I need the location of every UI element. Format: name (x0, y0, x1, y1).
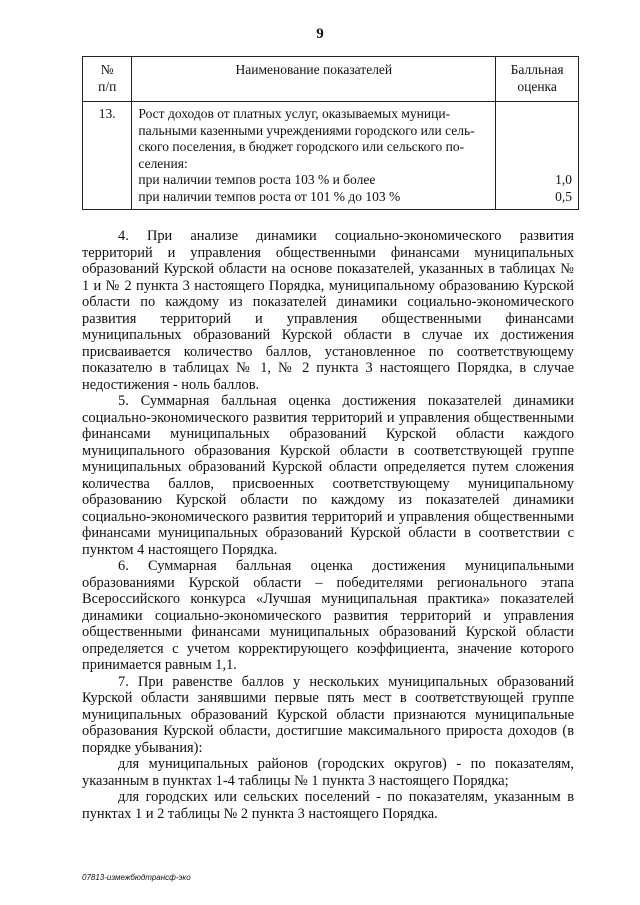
paragraph-4: 4. При анализе динамики социально-экономического развития территорий и управления общественными финансами муниципальных образований Курской области на основе показателей, указанных в таблицах № 1 и № 2 пункта 3 настоящего Порядка, муниципальному образованию Курской области по каждому из показателей динамики социально-экономического развития территорий и управления общественными финансами муниципальных образований Курской области в случае их достижения присваивается количество баллов, установленное по соответствующему показателю в таблицах № 1, № 2 пункта 3 настоящего Порядка, в случае недостижения - ноль баллов. (82, 228, 574, 393)
header-number: № п/п (83, 57, 132, 102)
body-text (82, 228, 574, 822)
table-header-row (83, 57, 579, 102)
row-name: Рост доходов от платных услуг, оказываемых муници- пальными казенными учреждениями городского или сель- ского поселения, в бюджет городского или сельского по- селения: при наличии темпов роста 103 % и более при наличии темпов роста от 101 % до 103 % (132, 102, 496, 210)
indicators-table (82, 56, 579, 210)
paragraph-7-districts: для муниципальных районов (городских округов) - по показателям, указанным в пунктах 1-4 таблицы № 1 пункта 3 настоящего Порядка; (82, 756, 574, 789)
score-value: 1,0 (555, 172, 572, 187)
page-number: 9 (316, 26, 324, 42)
header-score: Балльная оценка (496, 57, 579, 102)
document-code-footer: 07813-измежбюдтрансф-эко (82, 873, 191, 882)
paragraph-7: 7. При равенстве баллов у нескольких муниципальных образований Курской области занявшими первые пять мест в соответствующей группе муниципальных образований Курской области признаются муниципальные образования Курской области, достигшие максимального прироста доходов (в порядке убывания): (82, 673, 574, 756)
table-row (83, 102, 579, 210)
paragraph-7-settlements: для городских или сельских поселений - по показателям, указанным в пунктах 1 и 2 таблицы № 2 пункта 3 настоящего Порядка. (82, 789, 574, 822)
row-scores (496, 102, 579, 210)
row-number: 13. (83, 102, 132, 210)
paragraph-6: 6. Суммарная балльная оценка достижения муниципальными образованиями Курской области – победителями регионального этапа Всероссийского конкурса «Лучшая муниципальная практика» показателей динамики социально-экономического развития территорий и управления общественными финансами муниципальных образований Курской области определяется с учетом корректирующего коэффициента, значение которого принимается равным 1,1. (82, 558, 574, 673)
paragraph-5: 5. Суммарная балльная оценка достижения показателей динамики социально-экономического развития территорий и управления общественными финансами муниципальных образований Курской области каждого муниципального образования Курской области в соответствующей группе муниципальных образований Курской области определяется путем сложения количества баллов, присвоенных соответствующему муниципальному образованию Курской области по каждому из показателей динамики социально-экономического развития территорий и управления общественными финансами муниципальных образований Курской области в соответствии с пунктом 4 настоящего Порядка. (82, 393, 574, 558)
header-name: Наименование показателей (132, 57, 496, 102)
score-value: 0,5 (555, 188, 572, 204)
